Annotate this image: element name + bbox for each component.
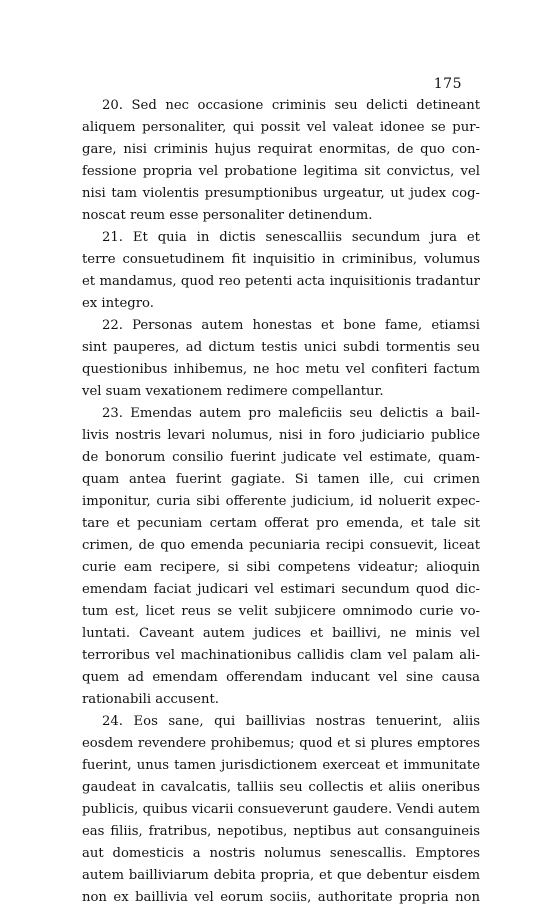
text-line: gaudeat in cavalcatis, talliis seu collectis et aliis oneribus	[82, 780, 480, 795]
text-line: tare et pecuniam certam offerat pro emenda, et tale sit	[82, 516, 480, 531]
text-line: terre consuetudinem fit inquisitio in criminibus, volumus	[82, 252, 480, 267]
text-line: fessione propria vel probatione legitima sit convictus, vel	[82, 164, 480, 179]
text-line: ex integro.	[82, 296, 154, 311]
text-line: eas filiis, fratribus, nepotibus, neptibus aut consanguineis	[82, 824, 480, 839]
text-line: luntati. Caveant autem judices et baillivi, ne minis vel	[82, 626, 480, 641]
text-line: gare, nisi criminis hujus requirat enormitas, de quo con-	[82, 142, 480, 157]
text-line: publicis, quibus vicarii consueverunt gaudere. Vendi autem	[82, 802, 480, 817]
paragraph-22	[82, 315, 480, 403]
text-line: et mandamus, quod reo petenti acta inquisitionis tradantur	[82, 274, 480, 289]
text-line: tum est, licet reus se velit subjicere omnimodo curie vo-	[82, 604, 480, 619]
text-line: sint pauperes, ad dictum testis unici subdi tormentis seu	[82, 340, 480, 355]
text-line: de bonorum consilio fuerint judicate vel estimate, quam-	[82, 450, 480, 465]
text-line: fuerint, unus tamen jurisdictionem exerceat et immunitate	[82, 758, 480, 773]
text-line: aliquem personaliter, qui possit vel valeat idonee se pur-	[82, 120, 480, 135]
paragraph-24	[82, 711, 480, 909]
text-line: questionibus inhibemus, ne hoc metu vel confiteri factum	[82, 362, 480, 377]
paragraph-20	[82, 95, 480, 227]
text-line: quem ad emendam offerendam inducant vel sine causa	[82, 670, 480, 685]
text-line: terroribus vel machinationibus callidis clam vel palam ali-	[82, 648, 480, 663]
text-line: emendam faciat judicari vel estimari secundum quod dic-	[82, 582, 480, 597]
text-line: crimen, de quo emenda pecuniaria recipi consuevit, liceat	[82, 538, 480, 553]
page-number: 175	[433, 76, 462, 92]
paragraph-23	[82, 403, 480, 711]
body-text	[82, 95, 480, 909]
text-line: 20. Sed nec occasione criminis seu delicti detineant	[102, 98, 480, 113]
text-line: 22. Personas autem honestas et bone fame, etiamsi	[102, 318, 480, 333]
text-line: nisi tam violentis presumptionibus urgeatur, ut judex cog-	[82, 186, 480, 201]
paragraph-21	[82, 227, 480, 315]
text-line: non ex baillivia vel eorum sociis, authoritate propria non	[82, 890, 480, 905]
text-line: 24. Eos sane, qui baillivias nostras tenuerint, aliis	[102, 714, 480, 729]
text-line: eosdem revendere prohibemus; quod et si plures emptores	[82, 736, 480, 751]
text-line: imponitur, curia sibi offerente judicium, id noluerit expec-	[82, 494, 480, 509]
text-line: 21. Et quia in dictis senescalliis secundum jura et	[102, 230, 480, 245]
text-line: noscat reum esse personaliter detinendum.	[82, 208, 373, 223]
text-line: livis nostris levari nolumus, nisi in foro judiciario publice	[82, 428, 480, 443]
text-line: autem bailliviarum debita propria, et que debentur eisdem	[82, 868, 480, 883]
text-line: aut domesticis a nostris nolumus senescallis. Emptores	[82, 846, 480, 861]
text-line: vel suam vexationem redimere compellantur.	[82, 384, 384, 399]
text-line: rationabili accusent.	[82, 692, 219, 707]
text-line: quam antea fuerint gagiate. Si tamen ille, cui crimen	[82, 472, 480, 487]
text-line: 23. Emendas autem pro maleficiis seu delictis a bail-	[102, 406, 480, 421]
text-line: curie eam recipere, si sibi competens videatur; alioquin	[82, 560, 480, 575]
